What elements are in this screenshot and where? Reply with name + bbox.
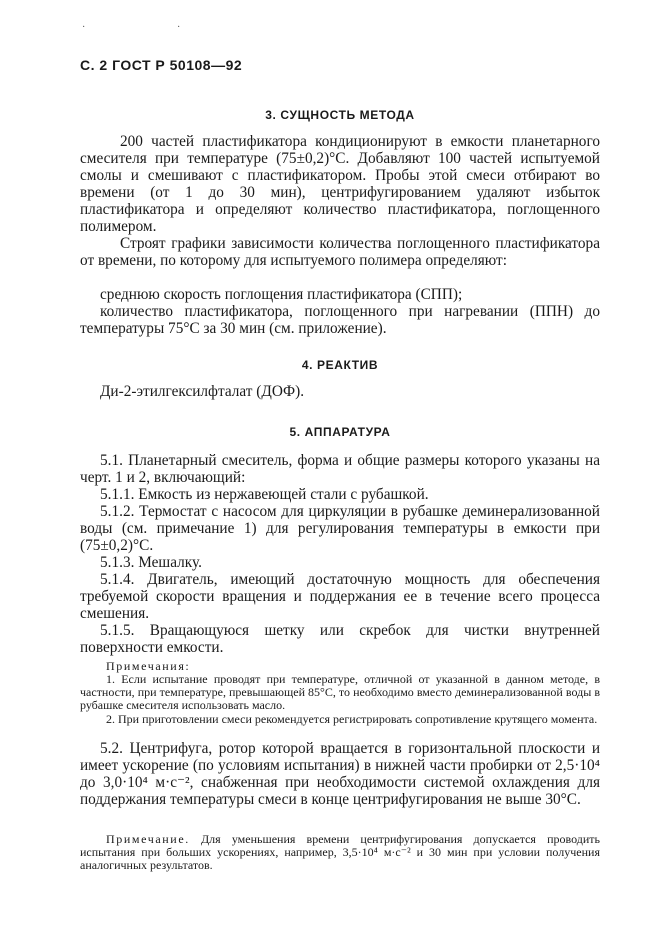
section-3-paragraph-3: среднюю скорость поглощения пластификатора (СПП); bbox=[100, 286, 463, 303]
final-note-text: Для уменьшения времени центрифугирования допускается проводить испытания при больших ускорениях, например, 3,5·10⁴ м·с⁻² и 30 мин при условии получения аналогичных результатов. bbox=[80, 832, 600, 872]
note-2: 2. При приготовлении смеси рекомендуется регистрировать сопротивление крутящего момента. bbox=[106, 712, 598, 726]
notes-title: Примечания: bbox=[106, 659, 191, 673]
clause-5-1-3: 5.1.3. Мешалку. bbox=[100, 554, 202, 571]
scan-mark: · bbox=[82, 22, 86, 33]
clause-5-1-4: 5.1.4. Двигатель, имеющий достаточную мощность для обеспечения требуемой скорости вращения и поддержания ее в течение всего процесса смешения. bbox=[80, 571, 600, 622]
clause-5-1: 5.1. Планетарный смеситель, форма и общие размеры которого указаны на черт. 1 и 2, включающий: bbox=[80, 452, 600, 486]
clause-5-1-5: 5.1.5. Вращающуюся шетку или скребок для чистки внутренней поверхности емкости. bbox=[80, 622, 600, 656]
section-3-paragraph-1: 200 частей пластификатора кондиционируют в емкости планетарного смесителя при температуре (75±0,2)°С. Добавляют 100 частей испытуемой смолы и смешивают с пластификатором. Пробы этой смеси отбирают во времени (от 1 до 30 мин), центрифугированием удаляют избыток пластификатора и определяют количество пластификатора, поглощенного полимером. bbox=[80, 133, 600, 235]
page-header: С. 2 ГОСТ Р 50108—92 bbox=[80, 57, 243, 73]
section-4-paragraph: Ди-2-этилгексилфталат (ДОФ). bbox=[100, 383, 305, 400]
section-3-paragraph-4: количество пластификатора, поглощенного при нагревании (ППН) до температуры 75°С за 30 мин (см. приложение). bbox=[80, 303, 600, 337]
scan-mark: · bbox=[177, 22, 181, 33]
section-3-paragraph-2: Строят графики зависимости количества поглощенного пластификатора от времени, по которому для испытуемого полимера определяют: bbox=[80, 235, 600, 269]
final-note bbox=[80, 833, 600, 872]
final-note-label: Примечание. bbox=[106, 832, 190, 846]
section-5-title: 5. АППАРАТУРА bbox=[289, 425, 391, 439]
clause-5-1-2: 5.1.2. Термостат с насосом для циркуляции в рубашке деминерализованной воды (см. примечание 1) для регулирования температуры в емкости при (75±0,2)°С. bbox=[80, 503, 600, 554]
clause-5-2: 5.2. Центрифуга, ротор которой вращается в горизонтальной плоскости и имеет ускорение (по условиям испытания) в нижней части пробирки от 2,5·10⁴ до 3,0·10⁴ м·с⁻², снабженная при необходимости системой охлаждения для поддержания температуры смеси в конце центрифугирования не выше 30°С. bbox=[80, 740, 600, 808]
note-1: 1. Если испытание проводят при температуре, отличной от указанной в данном методе, в частности, при температуре, превышающей 85°С, то необходимо вместо деминерализованной воды в рубашке смесителя использовать масло. bbox=[80, 672, 600, 712]
section-4-title: 4. РЕАКТИВ bbox=[301, 358, 379, 372]
section-3-title: 3. СУЩНОСТЬ МЕТОДА bbox=[265, 108, 415, 122]
clause-5-1-1: 5.1.1. Емкость из нержавеющей стали с рубашкой. bbox=[100, 486, 429, 503]
